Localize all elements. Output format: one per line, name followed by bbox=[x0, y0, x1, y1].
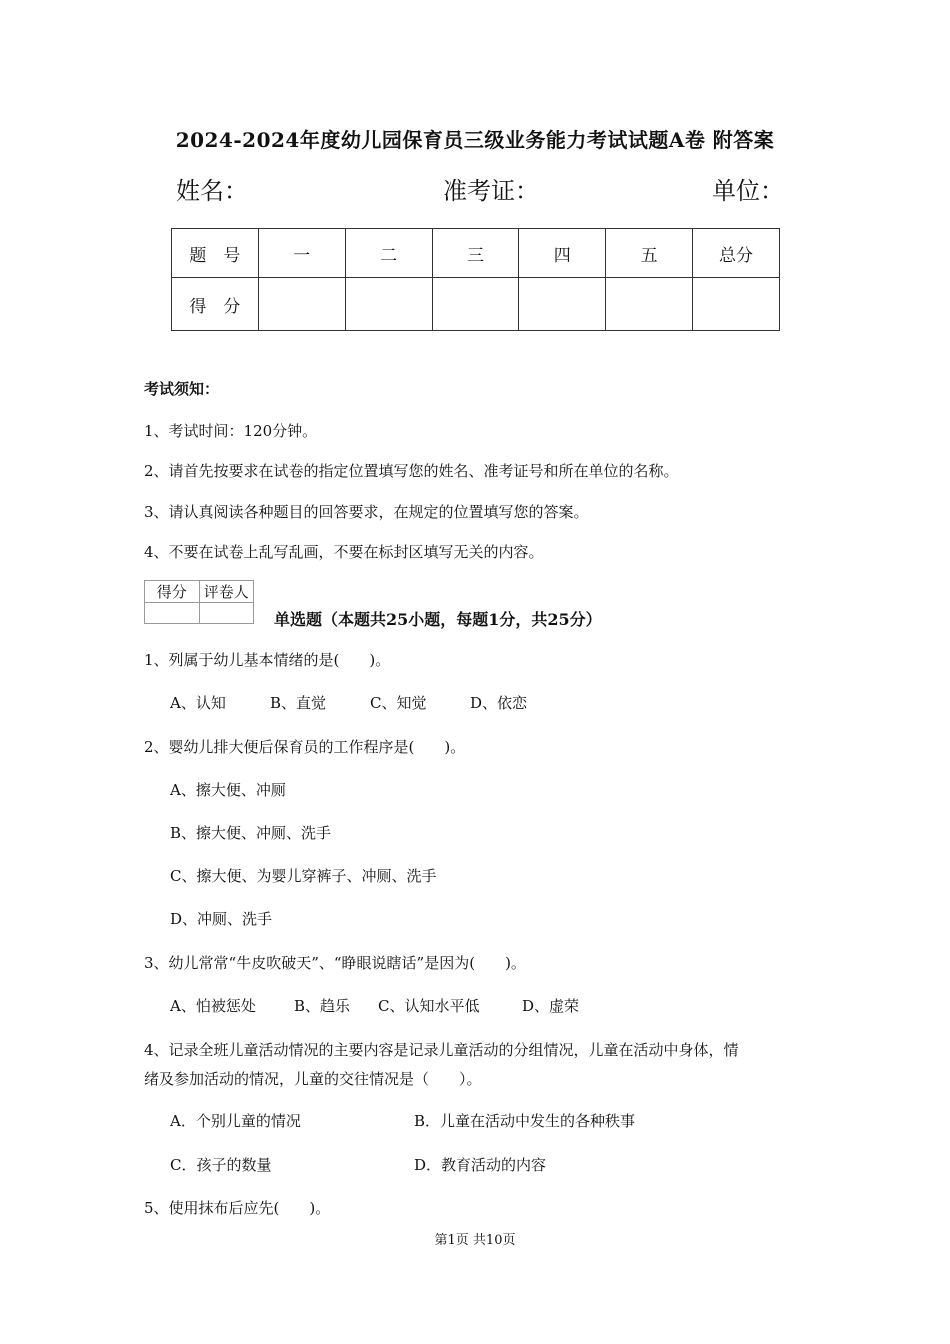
section-1-header: 一 bbox=[258, 229, 345, 278]
section-2-header: 二 bbox=[345, 229, 432, 278]
grader-box bbox=[144, 580, 254, 624]
grader-score-label: 得分 bbox=[145, 581, 200, 603]
question-stem: 4、记录全班儿童活动情况的主要内容是记录儿童活动的分组情况，儿童在活动中身体，情 bbox=[144, 1041, 739, 1059]
option: C．孩子的数量 bbox=[170, 1156, 272, 1174]
total-header: 总分 bbox=[693, 229, 780, 278]
option: C、知觉 bbox=[370, 694, 427, 712]
name-field-label: 姓名： bbox=[176, 177, 248, 205]
unit-field-label: 单位： bbox=[712, 177, 784, 205]
option: B、直觉 bbox=[270, 694, 327, 712]
option: D、依恋 bbox=[470, 694, 528, 712]
score-cell bbox=[432, 278, 519, 331]
score-table-header-row bbox=[172, 229, 780, 278]
grader-name-label: 评卷人 bbox=[199, 581, 254, 603]
section-3-header: 三 bbox=[432, 229, 519, 278]
score-cell bbox=[258, 278, 345, 331]
question-stem: 1、列属于幼儿基本情绪的是( )。 bbox=[144, 651, 391, 669]
option: C、认知水平低 bbox=[378, 997, 480, 1015]
option: B、趋乐 bbox=[294, 997, 351, 1015]
section-title: 单选题（本题共25小题，每题1分，共25分） bbox=[274, 610, 602, 629]
score-cell bbox=[519, 278, 606, 331]
instruction-item: 2、请首先按要求在试卷的指定位置填写您的姓名、准考证号和所在单位的名称。 bbox=[144, 462, 679, 480]
score-table bbox=[171, 228, 780, 331]
page-footer: 第1页 共10页 bbox=[434, 1233, 516, 1248]
score-table-score-row bbox=[172, 278, 780, 331]
section-5-header: 五 bbox=[606, 229, 693, 278]
question-stem: 5、使用抹布后应先( )。 bbox=[144, 1199, 331, 1217]
score-cell bbox=[693, 278, 780, 331]
option: C、擦大便、为婴儿穿裤子、冲厕、洗手 bbox=[170, 867, 437, 885]
instruction-item: 1、考试时间：120分钟。 bbox=[144, 422, 318, 440]
option: B．儿童在活动中发生的各种秩事 bbox=[414, 1112, 636, 1130]
grader-score-cell bbox=[145, 603, 200, 624]
question-number-label: 题 号 bbox=[172, 229, 259, 278]
option: D、虚荣 bbox=[522, 997, 580, 1015]
option: A、怕被惩处 bbox=[170, 997, 256, 1015]
option: A、认知 bbox=[170, 694, 226, 712]
grader-name-cell bbox=[199, 603, 254, 624]
score-cell bbox=[606, 278, 693, 331]
instructions-heading: 考试须知： bbox=[144, 380, 220, 398]
exam-title: 2024-2024年度幼儿园保育员三级业务能力考试试题A卷 附答案 bbox=[175, 128, 775, 152]
instruction-item: 4、不要在试卷上乱写乱画，不要在标封区填写无关的内容。 bbox=[144, 543, 544, 561]
option: A．个别儿童的情况 bbox=[170, 1112, 301, 1130]
option: A、擦大便、冲厕 bbox=[170, 781, 286, 799]
instruction-item: 3、请认真阅读各种题目的回答要求，在规定的位置填写您的答案。 bbox=[144, 503, 589, 521]
exam-id-field-label: 准考证： bbox=[443, 177, 539, 205]
question-stem-continued: 绪及参加活动的情况，儿童的交往情况是（ ）。 bbox=[144, 1070, 482, 1088]
question-stem: 2、婴幼儿排大便后保育员的工作程序是( )。 bbox=[144, 738, 466, 756]
option: D．教育活动的内容 bbox=[414, 1156, 547, 1174]
section-4-header: 四 bbox=[519, 229, 606, 278]
option: D、冲厕、洗手 bbox=[170, 910, 273, 928]
question-stem: 3、幼儿常常“牛皮吹破天”、“睁眼说瞎话”是因为( )。 bbox=[144, 954, 526, 972]
option: B、擦大便、冲厕、洗手 bbox=[170, 824, 332, 842]
score-row-label: 得 分 bbox=[172, 278, 259, 331]
score-cell bbox=[345, 278, 432, 331]
